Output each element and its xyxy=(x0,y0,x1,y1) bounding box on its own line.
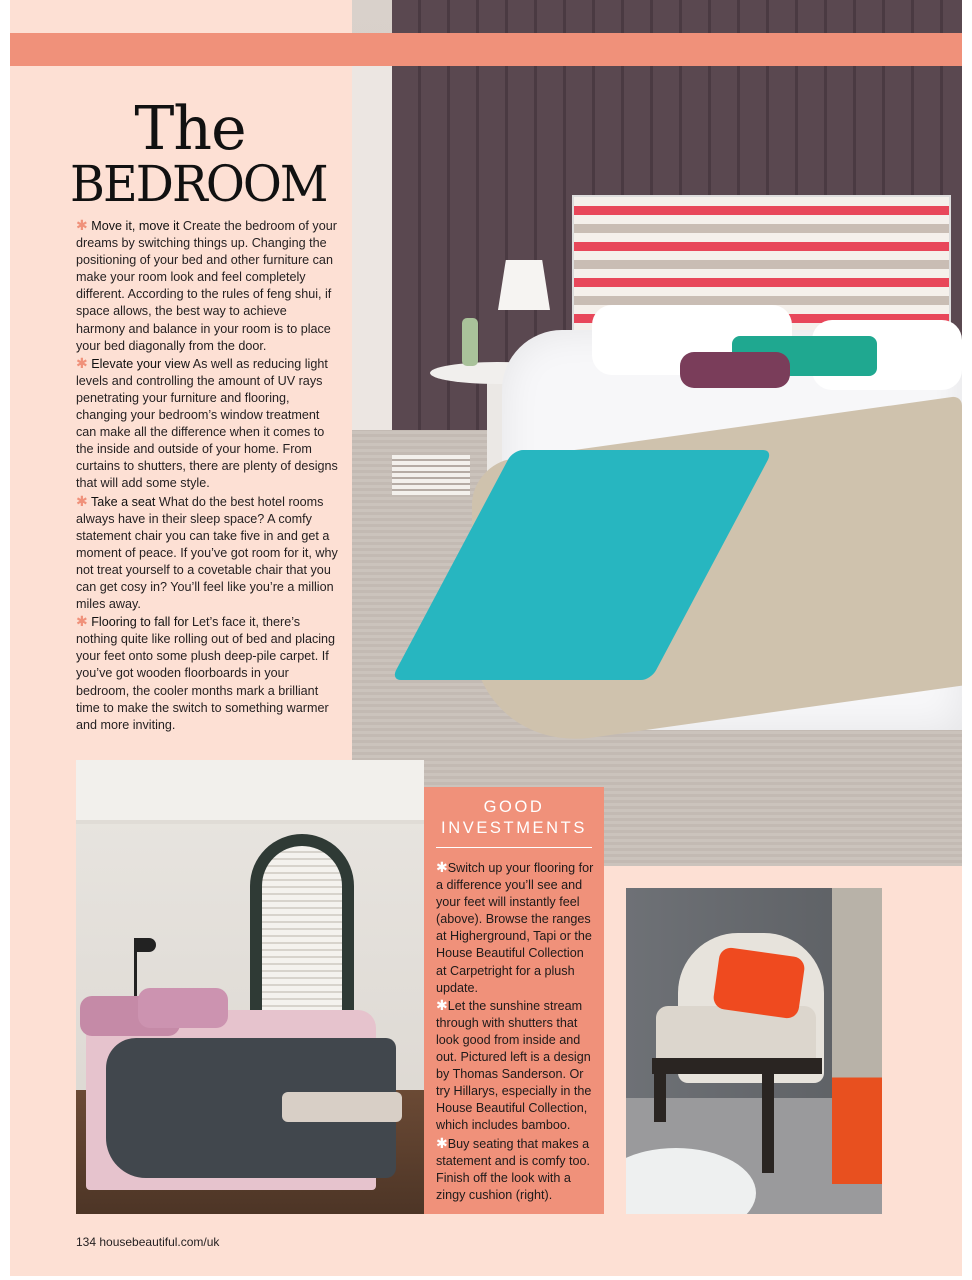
magazine-stack xyxy=(392,455,470,495)
pink-pillow xyxy=(138,988,228,1028)
lamp-shade xyxy=(134,938,156,952)
star-icon: ✱ xyxy=(76,492,88,509)
tip-paragraph xyxy=(76,217,338,355)
investment-item xyxy=(436,997,596,1135)
star-icon: ✱ xyxy=(76,217,88,233)
page-footer: 134 housebeautiful.com/uk xyxy=(76,1235,220,1249)
tip-heading: Flooring to fall for xyxy=(91,615,189,630)
investment-text: Switch up your flooring for a difference you’ll see and your feet will instantly feel (above). Browse the ranges at Higherground, Tapi or the House Beautiful Collection at Carpetright for a plush update. xyxy=(436,861,594,995)
tip-text: As well as reducing light levels and controlling the amount of UV rays penetrating your furniture and flooring, changing your bedroom’s window treatment can make all the difference when it comes to the inside and outside of your home. From curtains to shutters, there are plenty of designs that will add some style. xyxy=(76,356,338,491)
chair-leg xyxy=(762,1073,774,1173)
box-title-line2: INVESTMENTS xyxy=(441,819,587,837)
divider xyxy=(436,847,592,848)
window-shutters xyxy=(262,846,342,1026)
magazine-page xyxy=(10,0,962,1276)
tip-paragraph xyxy=(76,613,338,734)
tip-text: Let’s face it, there’s nothing quite like rolling out of bed and placing your feet onto some plush deep-pile carpet. If you’ve got wooden floorboards in your bedroom, the cooler months mark a brilliant time to make the switch to something warmer and more inviting. xyxy=(76,615,336,732)
star-icon: ✱ xyxy=(436,996,448,1013)
star-icon: ✱ xyxy=(436,1134,448,1151)
investment-text: Let the sunshine stream through with shutters that look good from inside and out. Pictured left is a design by Thomas Sanderson. Or try Hillarys, especially in the House Beautiful Collection, which includes bamboo. xyxy=(436,998,592,1133)
box-body xyxy=(436,859,596,1204)
star-icon: ✱ xyxy=(76,354,88,371)
orange-cushion xyxy=(712,946,806,1019)
tip-heading: Take a seat xyxy=(91,494,156,509)
investment-text: Buy seating that makes a statement and is comfy too. Finish off the look with a zingy cushion (right). xyxy=(436,1136,590,1202)
chair-frame xyxy=(652,1058,822,1074)
tip-heading: Elevate your view xyxy=(91,356,190,371)
page-title-line2: BEDROOM xyxy=(70,155,327,213)
main-bedroom-photo xyxy=(352,0,962,866)
chair-leg xyxy=(654,1068,666,1122)
investment-item xyxy=(436,859,596,997)
side-wall xyxy=(352,66,392,486)
ceiling xyxy=(76,760,424,824)
tip-heading: Move it, move it xyxy=(91,219,180,233)
table-lamp xyxy=(498,260,550,310)
shutters-bedroom-photo xyxy=(76,760,424,1214)
star-icon: ✱ xyxy=(436,859,448,875)
header-band xyxy=(10,33,962,66)
box-title-line1: GOOD xyxy=(483,798,545,816)
armchair-photo xyxy=(626,888,882,1214)
tip-text: What do the best hotel rooms always have in their sleep space? A comfy statement chair you can take five in and get a moment of peace. If you’ve got room for it, why not treat yourself to a covetable chair that you can get cosy in? You’ll feel like you’re a million miles away. xyxy=(76,494,338,612)
curtain xyxy=(832,888,882,1184)
box-title xyxy=(424,797,604,839)
star-icon: ✱ xyxy=(76,613,88,630)
good-investments-box xyxy=(424,787,604,1214)
patterned-cushion xyxy=(680,352,790,388)
bed-bench xyxy=(282,1092,402,1122)
tip-paragraph xyxy=(76,355,338,493)
tip-paragraph xyxy=(76,493,338,614)
tip-text: Create the bedroom of your dreams by switching things up. Changing the positioning of your bed and other furniture can make your room look and feel completely different. According to the rules of feng shui, if space allows, the best way to achieve harmony and balance in your room is to place your bed diagonally from the door. xyxy=(76,219,337,353)
page-title-line1: The xyxy=(134,94,246,164)
flower-vase xyxy=(462,318,478,366)
investment-item xyxy=(436,1135,596,1204)
article-body xyxy=(76,217,338,734)
